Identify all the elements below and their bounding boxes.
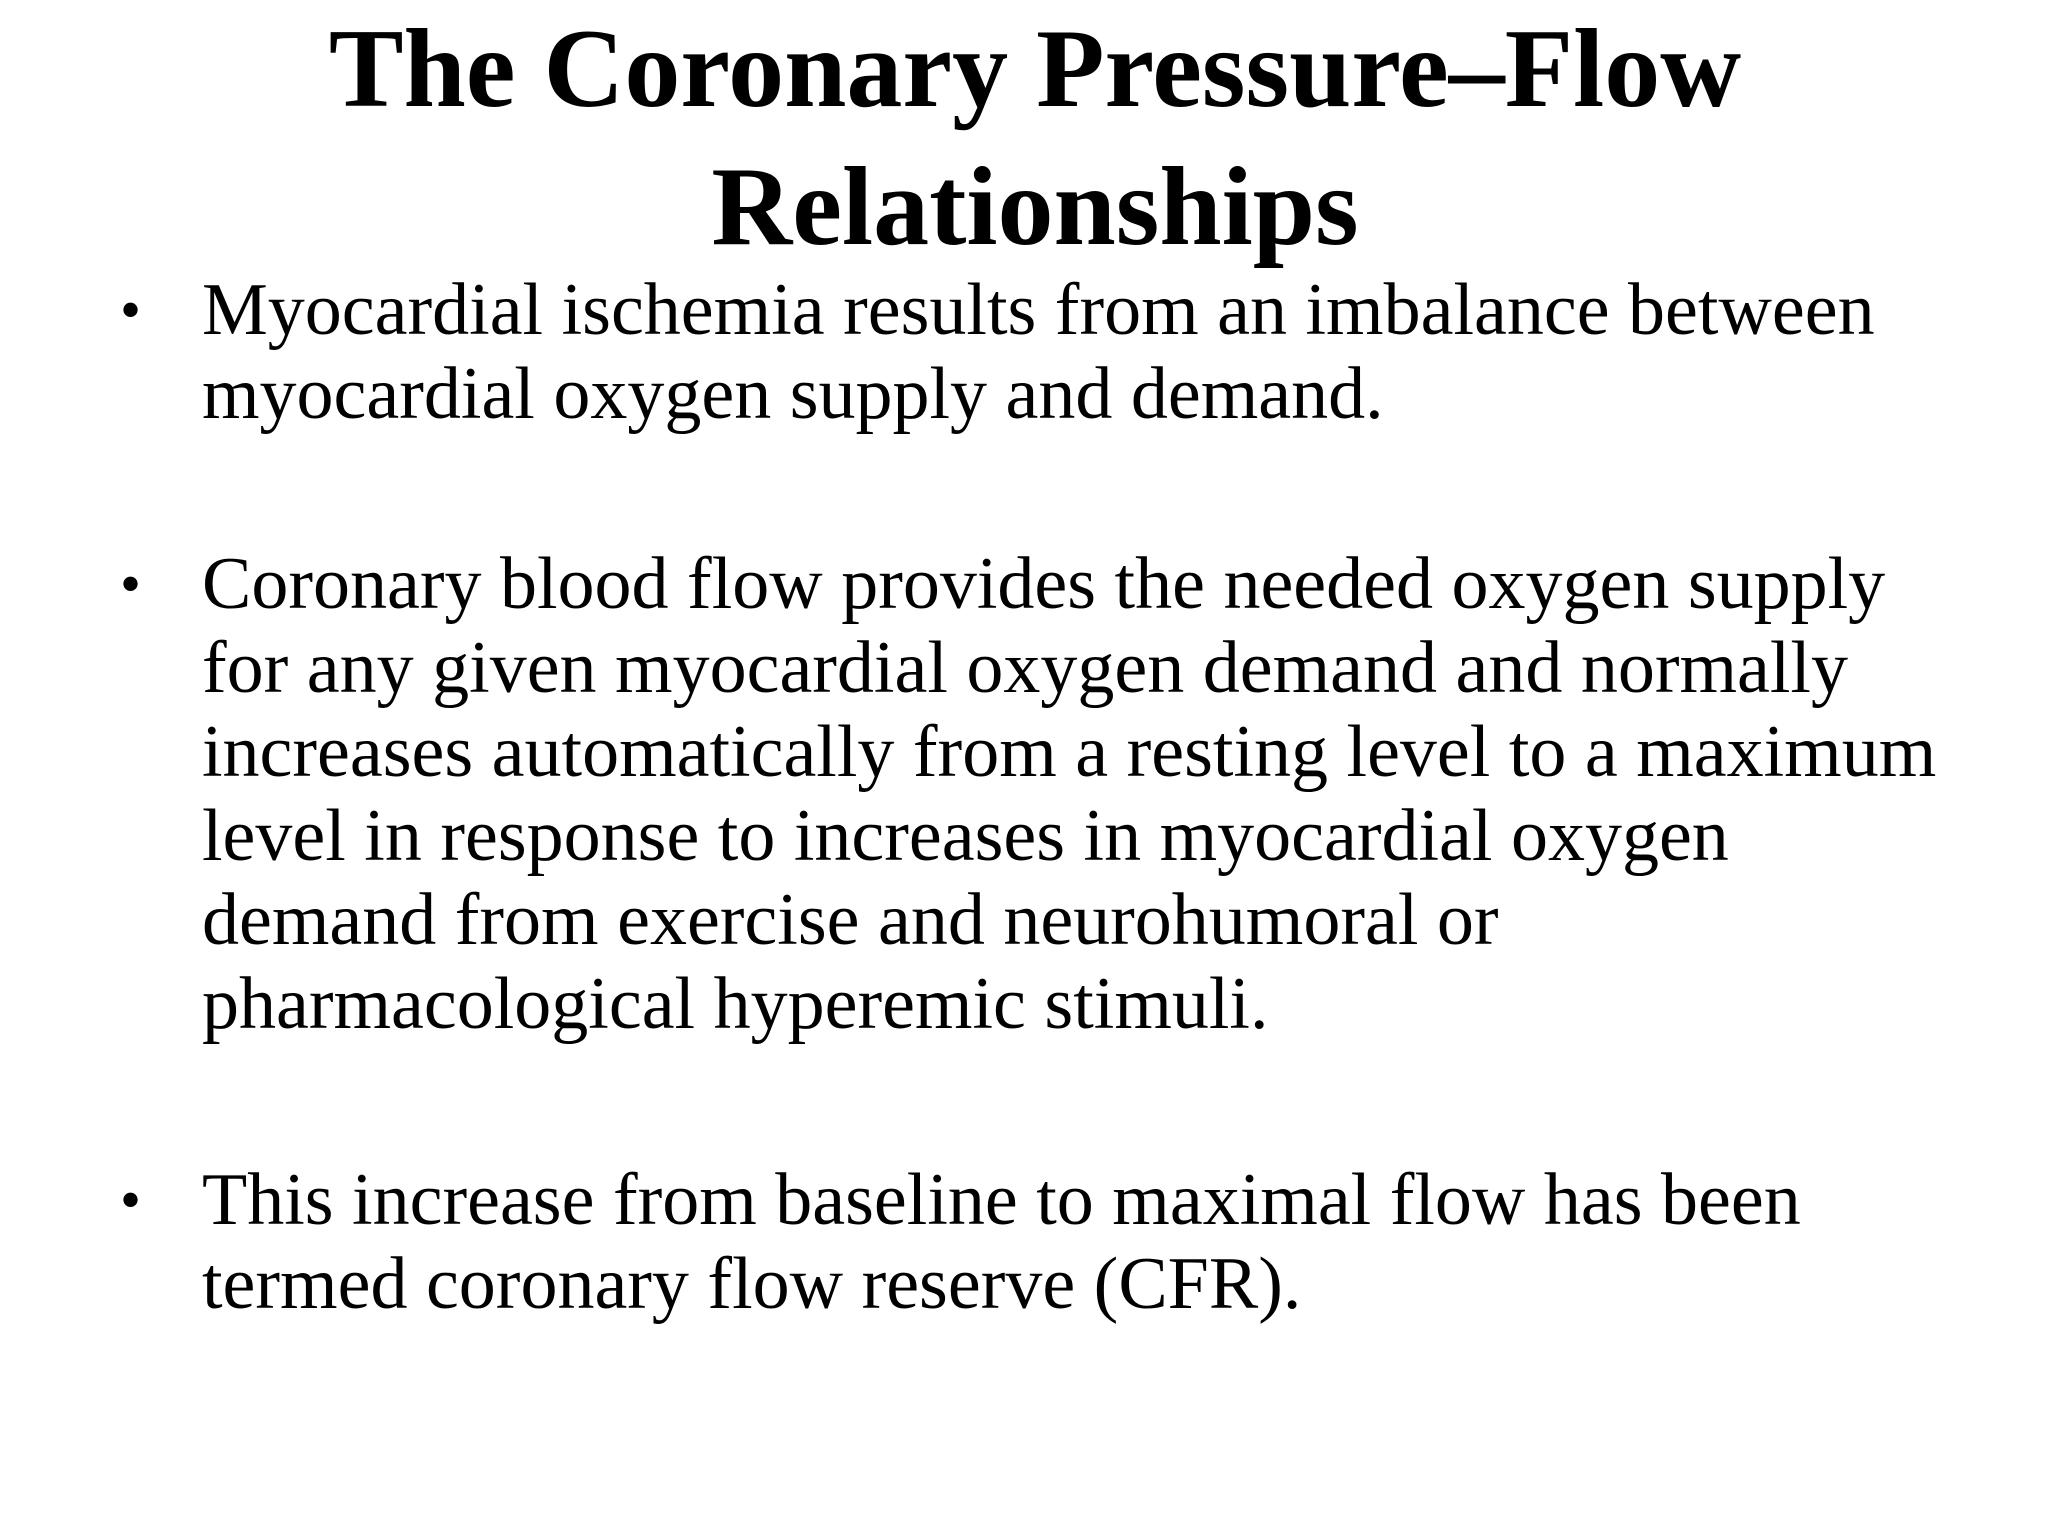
bullet-icon: • xyxy=(120,277,142,343)
bullet-list xyxy=(120,268,1980,1432)
bullet-icon: • xyxy=(120,551,142,617)
bullet-text: Coronary blood flow provides the needed oxygen supply for any given myocardial oxygen demand and normally increases automatically from a resting level to a maximum level in response to increases in myocardial oxygen demand from exercise and neurohumoral or pharmacological hyperemic stimuli. xyxy=(202,543,1937,1045)
slide-title: The Coronary Pressure–Flow Relationships xyxy=(328,7,1742,269)
bullet-item-coronary-blood-flow xyxy=(120,542,1980,1046)
bullet-item-cfr xyxy=(120,1158,1980,1326)
bullet-icon: • xyxy=(120,1167,142,1233)
bullet-item-ischemia xyxy=(120,268,1980,436)
bullet-text: This increase from baseline to maximal flow has been termed coronary flow reserve (CFR). xyxy=(202,1159,1801,1325)
bullet-text: Myocardial ischemia results from an imbalance between myocardial oxygen supply and demand. xyxy=(202,269,1875,435)
